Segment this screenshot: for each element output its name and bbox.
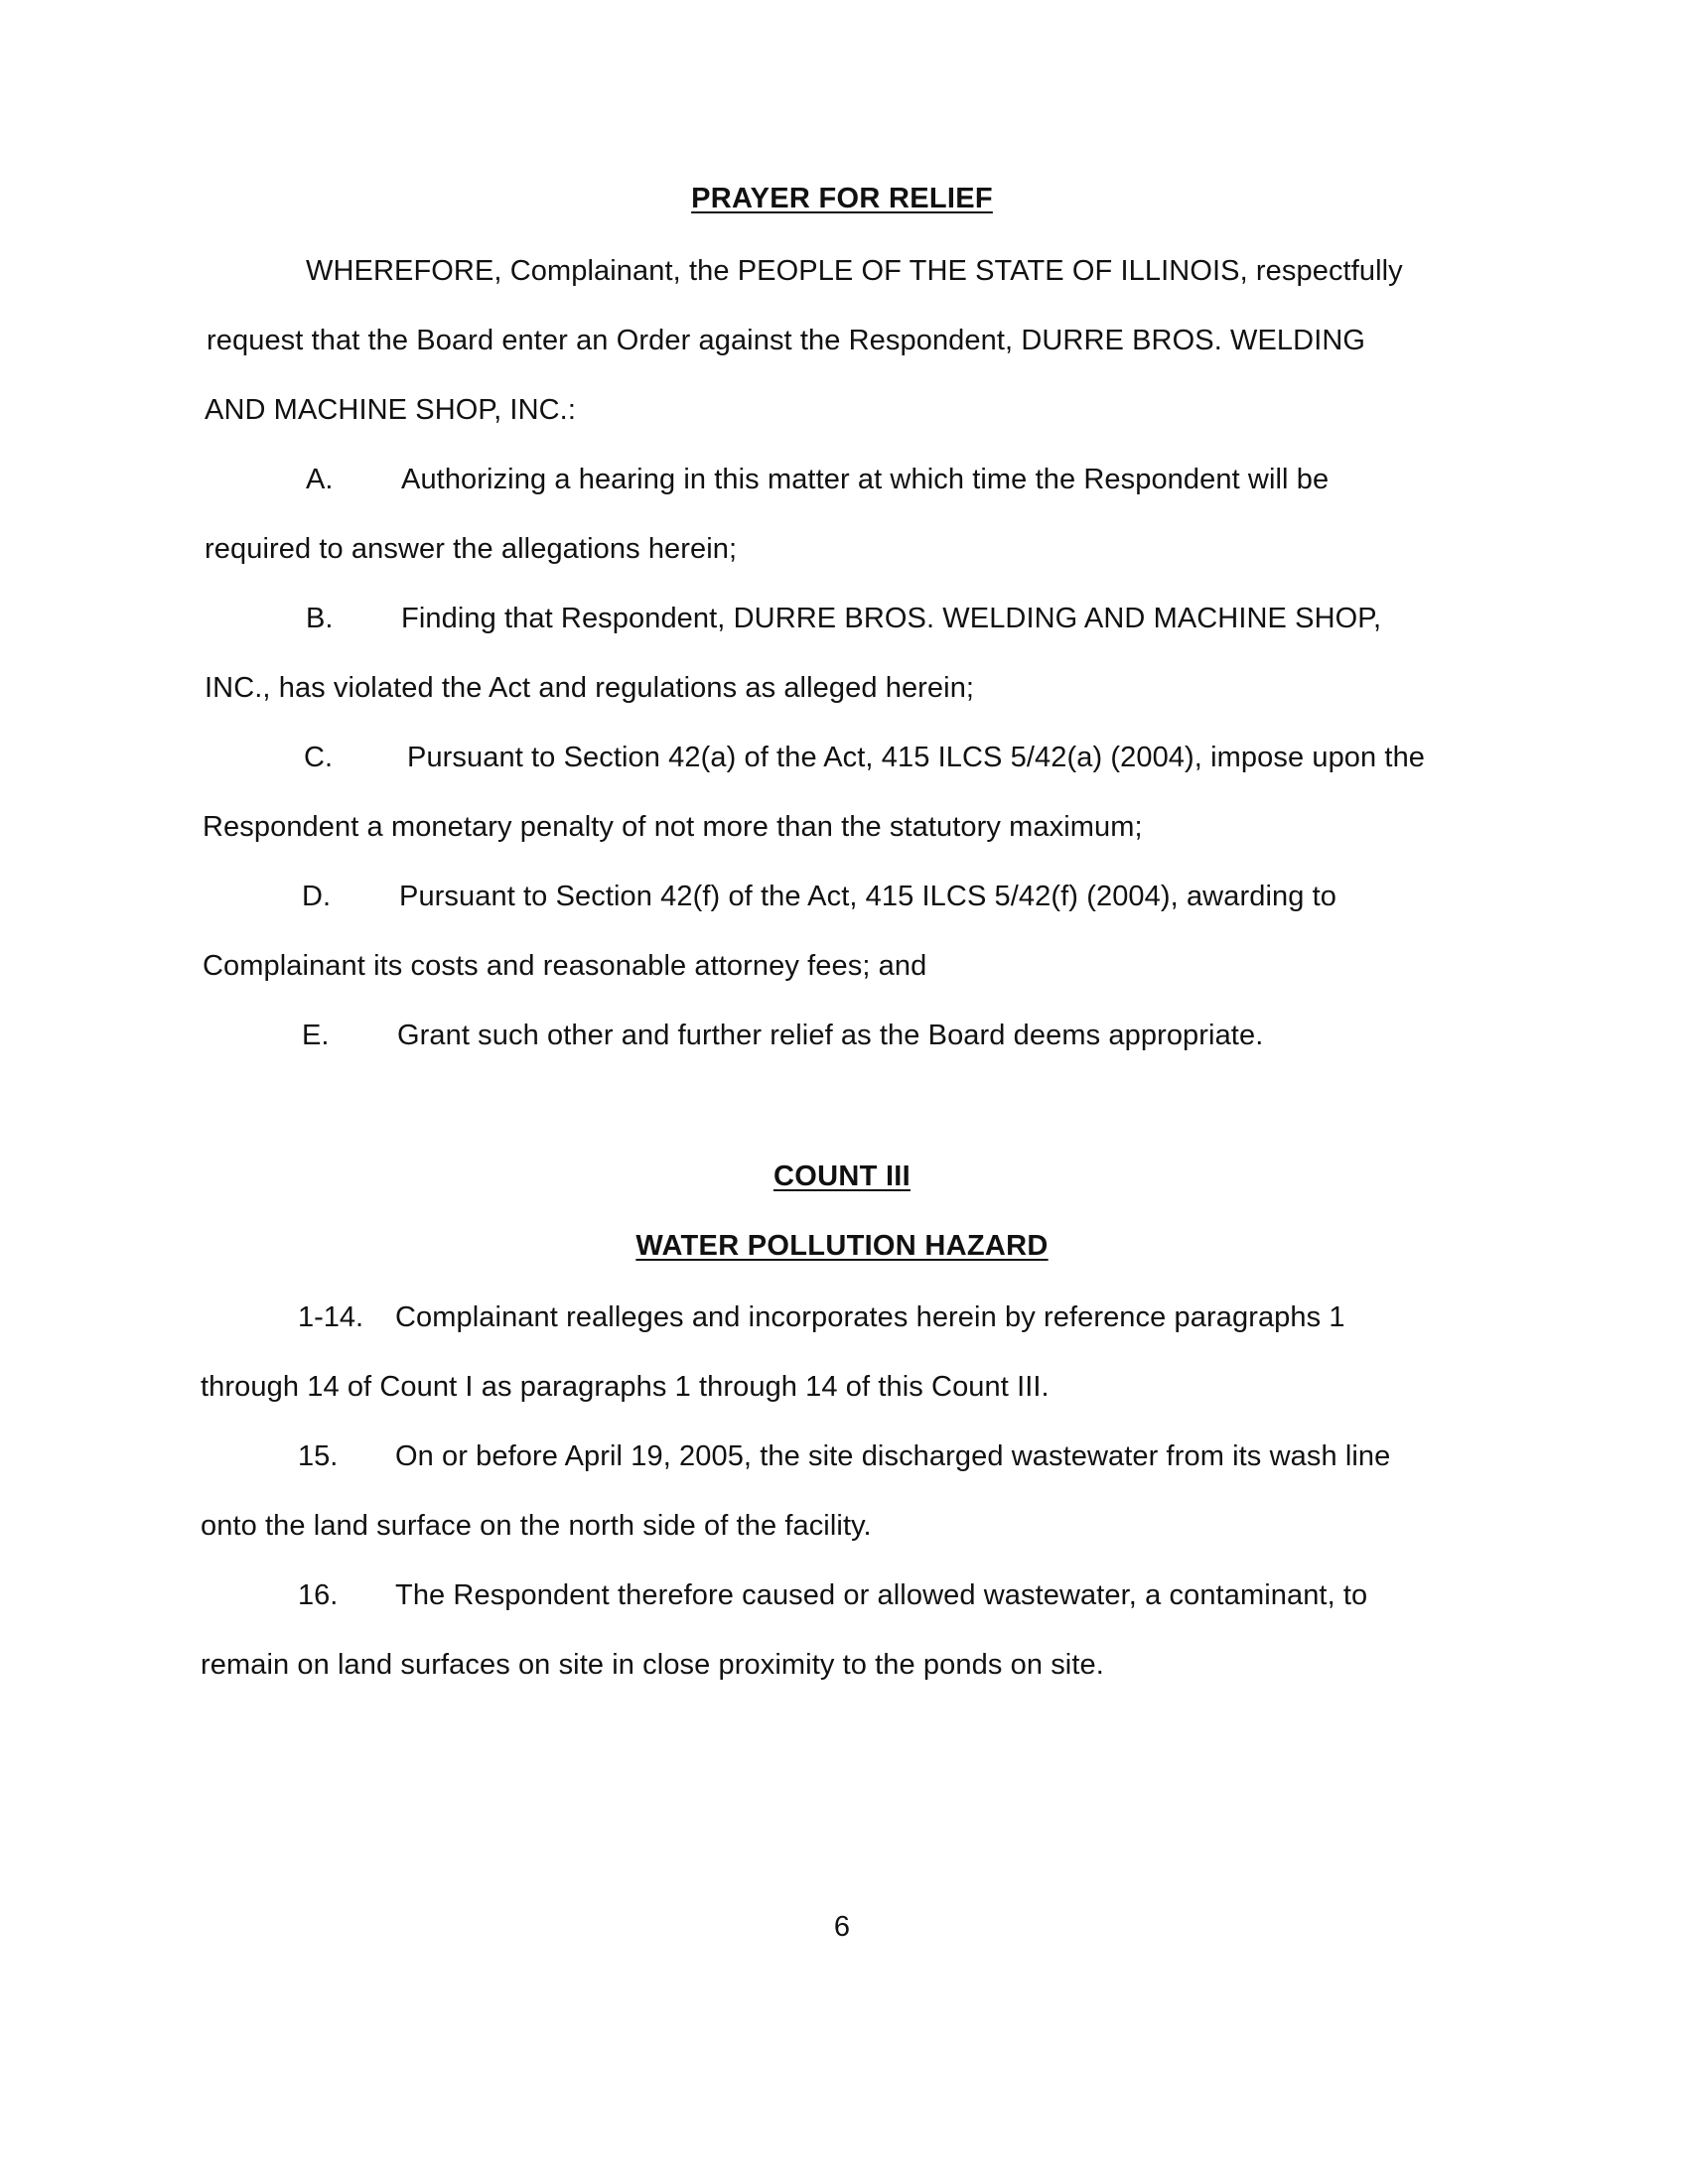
intro-line-2: request that the Board enter an Order against the Respondent, DURRE BROS. WELDING [207,325,1366,356]
item-d-label: D. [302,881,331,912]
intro-line-3: AND MACHINE SHOP, INC.: [205,394,576,426]
item-a-line-2: required to answer the allegations herein; [205,533,738,565]
paragraph-16-line-2: remain on land surfaces on site in close proximity to the ponds on site. [201,1649,1104,1681]
item-c-label: C. [304,742,333,773]
paragraph-1-14-line-1: Complainant realleges and incorporates herein by reference paragraphs 1 [395,1301,1345,1333]
prayer-for-relief-heading: PRAYER FOR RELIEF [691,183,993,214]
paragraph-15-line-2: onto the land surface on the north side of the facility. [201,1510,872,1542]
paragraph-16-label: 16. [298,1579,339,1611]
paragraph-16-line-1: The Respondent therefore caused or allowed wastewater, a contaminant, to [395,1579,1368,1611]
paragraph-15-line-1: On or before April 19, 2005, the site discharged wastewater from its wash line [395,1440,1391,1472]
item-b-line-2: INC., has violated the Act and regulations as alleged herein; [205,672,975,704]
item-e-line-1: Grant such other and further relief as the Board deems appropriate. [397,1020,1264,1051]
item-a-label: A. [306,464,334,495]
item-b-label: B. [306,603,334,634]
item-b-line-1: Finding that Respondent, DURRE BROS. WELDING AND MACHINE SHOP, [401,603,1382,634]
count-iii-heading: COUNT III [772,1160,912,1192]
item-e-label: E. [302,1020,330,1051]
item-a-line-1: Authorizing a hearing in this matter at which time the Respondent will be [401,464,1330,495]
water-pollution-hazard-heading: WATER POLLUTION HAZARD [635,1230,1049,1262]
intro-line-1: WHEREFORE, Complainant, the PEOPLE OF THE STATE OF ILLINOIS, respectfully [306,255,1403,287]
paragraph-15-label: 15. [298,1440,339,1472]
item-d-line-1: Pursuant to Section 42(f) of the Act, 415 ILCS 5/42(f) (2004), awarding to [399,881,1336,912]
item-c-line-1: Pursuant to Section 42(a) of the Act, 415 ILCS 5/42(a) (2004), impose upon the [407,742,1426,773]
item-d-line-2: Complainant its costs and reasonable attorney fees; and [203,950,927,982]
item-c-line-2: Respondent a monetary penalty of not more than the statutory maximum; [203,811,1143,843]
paragraph-1-14-label: 1-14. [298,1301,364,1333]
paragraph-1-14-line-2: through 14 of Count I as paragraphs 1 through 14 of this Count III. [201,1371,1050,1403]
page-number: 6 [833,1911,851,1943]
